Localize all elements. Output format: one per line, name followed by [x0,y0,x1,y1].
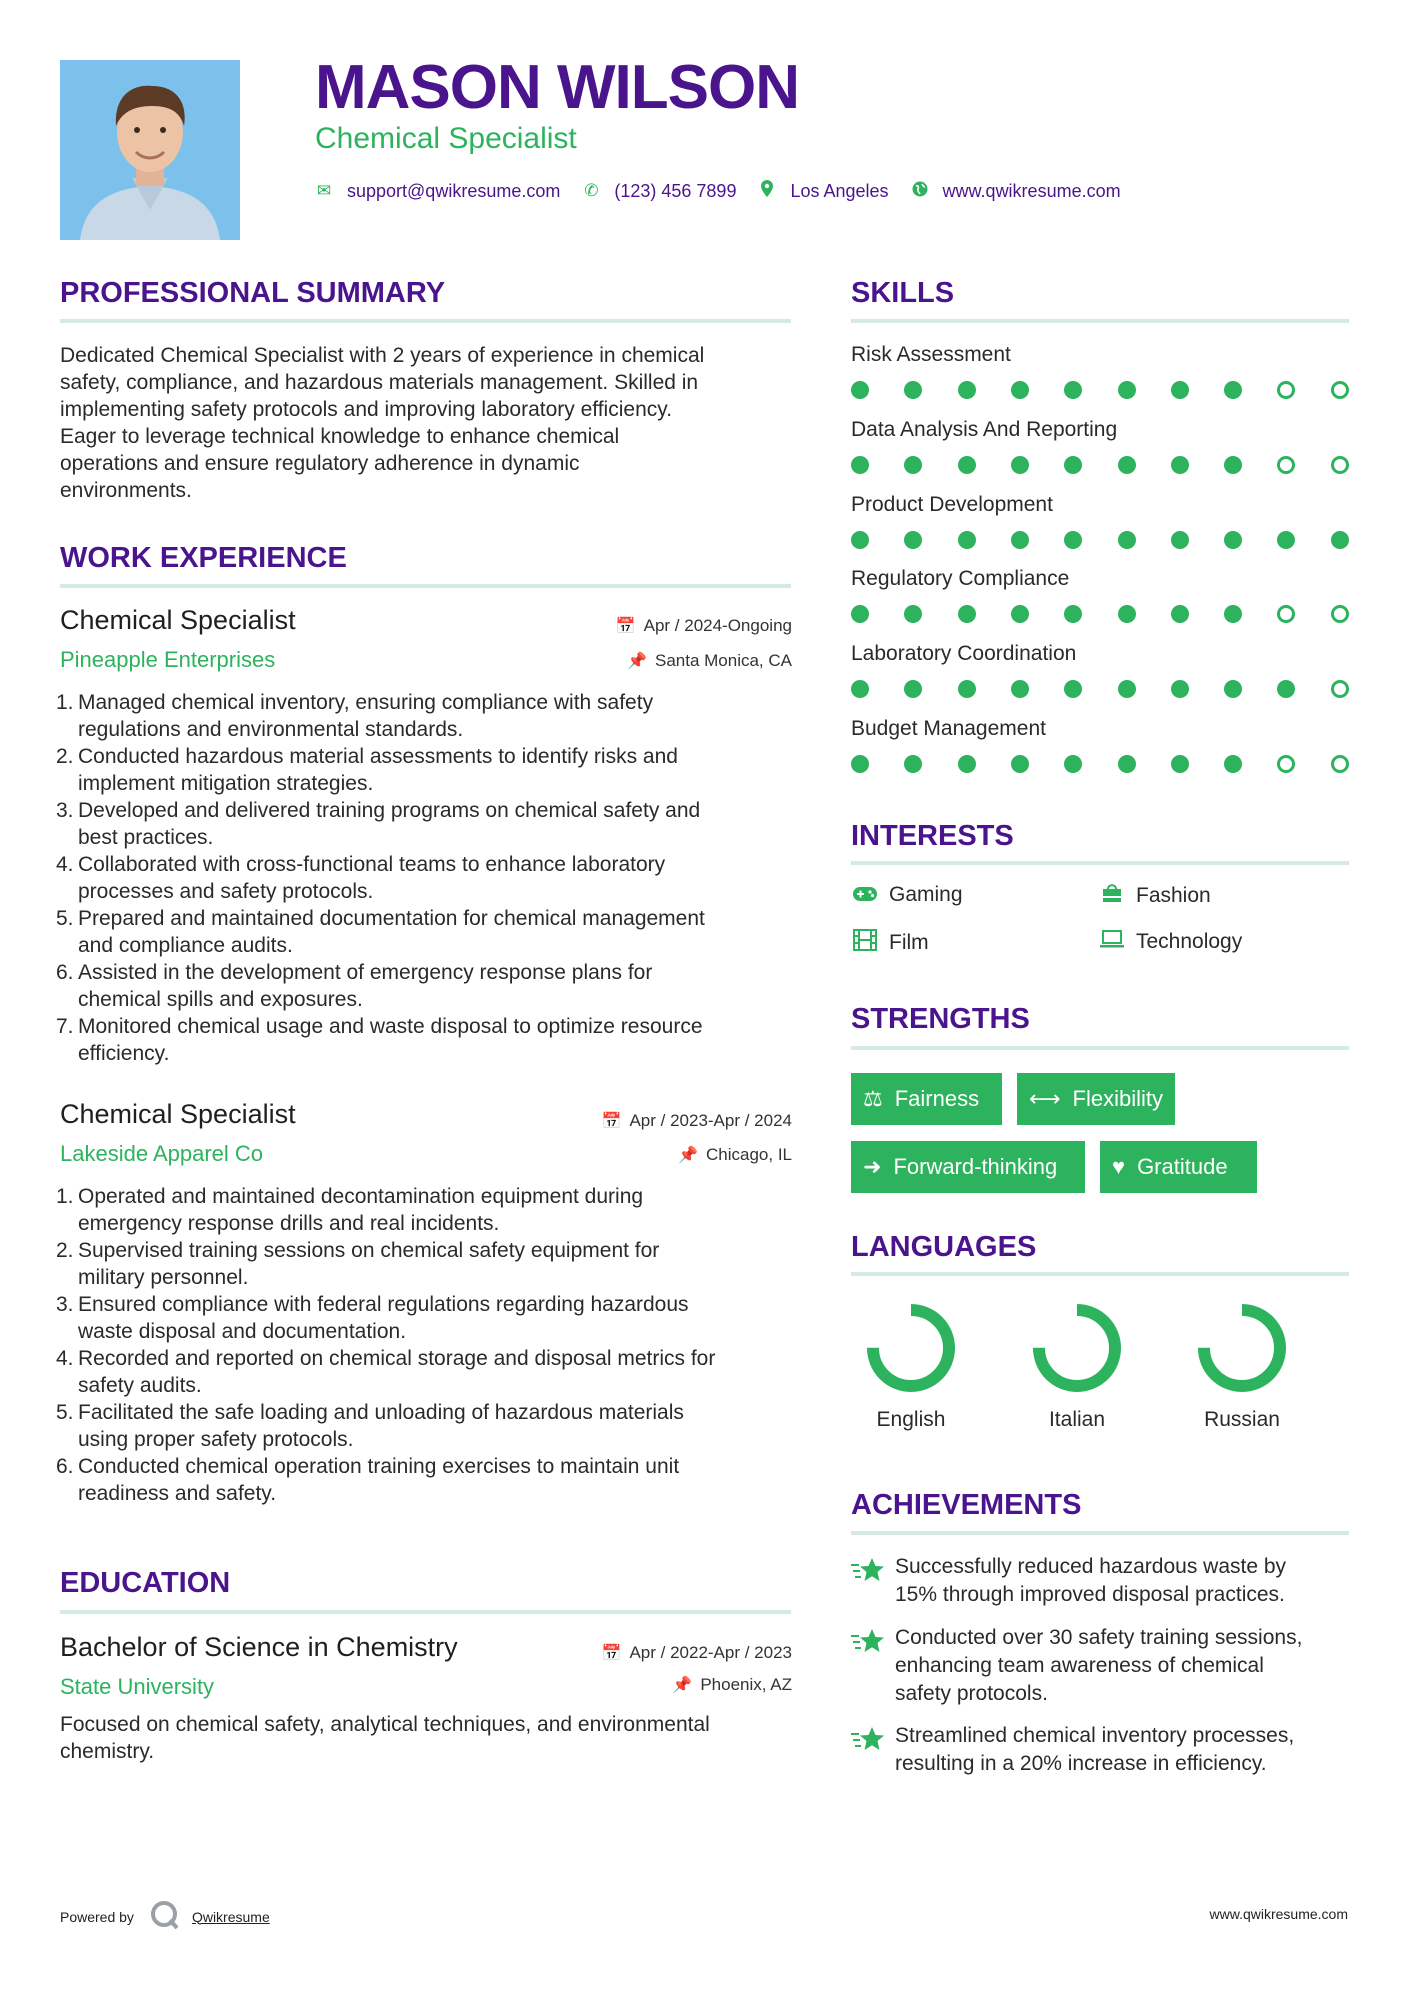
film-icon [851,929,879,957]
interests-heading: INTERESTS [851,820,1014,852]
contact-website[interactable] [911,181,1121,202]
skill-dot-empty [1331,755,1349,773]
skill-dot-filled [904,531,922,549]
summary-heading: PROFESSIONAL SUMMARY [60,277,446,309]
skill-dot-filled [1011,755,1029,773]
skill-dot-empty [1331,680,1349,698]
skill-dot-filled [851,531,869,549]
skill-dot-filled [851,755,869,773]
list-item: 5. Prepared and maintained documentation for chemical management and compliance audits. [56,907,705,957]
strength-label: Gratitude [1137,1154,1228,1179]
achievement-item [851,1624,1351,1708]
skill-name: Product Development [851,492,1053,516]
skill-dot-filled [1118,755,1136,773]
calendar-icon: 📅 [615,618,636,635]
education-heading: EDUCATION [60,1567,231,1599]
list-item: 6. Assisted in the development of emergency response plans for chemical spills and exposures. [56,961,653,1011]
achievement-text: Successfully reduced hazardous waste by [895,1555,1287,1578]
skill-rating [851,531,1349,551]
job-company: Pineapple Enterprises [60,647,276,672]
skill-dot-filled [1171,605,1189,623]
heart-icon: ♥ [1112,1154,1126,1179]
skill-dot-filled [958,456,976,474]
language-level-arc [873,1310,949,1386]
interest-label: Fashion [1136,884,1211,907]
star-icon [851,1624,895,1708]
job-location-text: Chicago, IL [706,1145,792,1164]
strength-badge [1017,1073,1175,1125]
summary-text [60,342,704,504]
skill-rating [851,381,1349,401]
skill-dot-filled [1224,755,1242,773]
skill-dot-filled [904,456,922,474]
skill-dot-filled [958,605,976,623]
education-location-text: Phoenix, AZ [700,1675,792,1694]
language-item [836,1302,986,1432]
list-item: 3. Ensured compliance with federal regulations regarding hazardous waste disposal and documentation. [56,1293,689,1343]
summary-line: Eager to leverage technical knowledge to enhance chemical [60,425,620,448]
skill-rating [851,456,1349,476]
skill-dot-filled [904,755,922,773]
gamepad-icon [851,882,879,908]
skill-dot-empty [1277,456,1295,474]
strengths-rule [851,1046,1349,1050]
achievement-item [851,1553,1351,1609]
star-icon [851,1722,895,1778]
list-item: 5. Facilitated the safe loading and unloading of hazardous materials using proper safety protocols. [56,1401,684,1451]
skill-dot-filled [851,605,869,623]
achievement-text: enhancing team awareness of chemical [895,1654,1264,1677]
language-name: Italian [1048,1408,1106,1431]
strength-label: Forward-thinking [893,1154,1058,1179]
contact-email[interactable] [315,181,560,202]
skill-dot-filled [1171,456,1189,474]
skill-dot-filled [1118,680,1136,698]
skill-dot-filled [958,531,976,549]
skill-dot-filled [1224,605,1242,623]
skill-dot-filled [1118,531,1136,549]
shopping-bag-icon [1098,882,1126,910]
contact-bar [315,178,1143,204]
skill-name: Budget Management [851,717,1046,740]
job-bullets [56,689,800,1067]
job-title: Chemical Specialist [60,1099,296,1129]
languages-heading: LANGUAGES [851,1231,1037,1263]
list-item: 1. Operated and maintained decontamination equipment during emergency response drills and real incidents. [56,1185,644,1235]
school-name: State University [60,1674,215,1699]
skill-dot-filled [1171,680,1189,698]
achievement-text: Streamlined chemical inventory processes, [895,1724,1295,1747]
skill-dot-filled [1224,680,1242,698]
arrows-horizontal-icon: ⟷ [1029,1086,1061,1111]
summary-rule [60,319,791,323]
language-item [1167,1302,1317,1432]
skill-dot-empty [1331,381,1349,399]
list-item: 6. Conducted chemical operation training exercises to maintain unit readiness and safety. [56,1455,680,1505]
interest-item [1098,929,1242,955]
language-item [1002,1302,1152,1432]
interest-label: Technology [1136,930,1243,953]
language-level-arc [1039,1310,1115,1386]
experience-rule [60,584,791,588]
job-location [627,651,792,671]
degree-title: Bachelor of Science in Chemistry [60,1632,458,1662]
education-rule [60,1610,791,1614]
job-title: Chemical Specialist [60,605,296,635]
skill-dot-filled [1224,531,1242,549]
skill-dot-filled [1171,531,1189,549]
list-item: 7. Monitored chemical usage and waste disposal to optimize resource efficiency. [56,1015,703,1065]
job-date [602,1111,792,1131]
candidate-name: MASON WILSON [315,53,799,122]
skill-dot-filled [1064,755,1082,773]
language-name: English [876,1408,946,1431]
languages-rule [851,1272,1349,1276]
skill-dot-empty [1277,381,1295,399]
pushpin-icon: 📌 [627,653,647,670]
qwikresume-logo-icon [150,1900,180,1933]
list-item: 2. Conducted hazardous material assessments to identify risks and implement mitigation strategies. [56,745,678,795]
strength-badge [851,1073,1002,1125]
skill-dot-filled [1277,680,1295,698]
interest-item [851,882,963,908]
footer-branding [60,1900,270,1933]
skill-dot-filled [1171,381,1189,399]
skill-dot-empty [1277,755,1295,773]
summary-line: Dedicated Chemical Specialist with 2 years of experience in chemical [60,344,705,367]
interest-item [1098,882,1211,910]
summary-line: implementing safety protocols and improving laboratory efficiency. [60,398,673,421]
skill-dot-filled [1064,381,1082,399]
skill-dot-filled [1011,605,1029,623]
website-text: www.qwikresume.com [942,180,1121,201]
skill-dot-filled [1331,531,1349,549]
contact-phone[interactable] [582,181,736,202]
globe-icon [911,181,929,202]
phone-text: (123) 456 7899 [614,180,737,201]
list-item: 1. Managed chemical inventory, ensuring compliance with safety regulations and environmental standards. [56,691,654,741]
skill-name: Data Analysis And Reporting [851,417,1118,441]
skill-dot-filled [1064,531,1082,549]
achievement-text: Conducted over 30 safety training sessions, [895,1626,1303,1649]
envelope-icon: ✉ [316,181,332,200]
skill-dot-filled [958,680,976,698]
email-text: support@qwikresume.com [347,180,561,201]
summary-line: environments. [60,479,192,502]
list-item: 4. Recorded and reported on chemical storage and disposal metrics for safety audits. [56,1347,716,1397]
achievement-text: 15% through improved disposal practices. [895,1583,1285,1606]
achievement-text: safety protocols. [895,1682,1048,1705]
balance-scale-icon: ⚖ [863,1086,883,1111]
summary-line: safety, compliance, and hazardous materials management. Skilled in [60,371,699,394]
skill-dot-filled [1171,755,1189,773]
star-icon [851,1553,895,1609]
skills-rule [851,319,1349,323]
strength-label: Fairness [894,1086,980,1111]
skill-dot-filled [1118,456,1136,474]
language-level-arc [1204,1310,1280,1386]
achievement-item [851,1722,1351,1778]
job-date-text: Apr / 2023-Apr / 2024 [629,1111,792,1130]
map-pin-icon [758,180,776,202]
job-location-text: Santa Monica, CA [654,651,792,670]
skill-dot-filled [904,680,922,698]
strengths-heading: STRENGTHS [851,1003,1030,1035]
job-date-text: Apr / 2024-Ongoing [643,616,792,635]
skill-dot-filled [1011,381,1029,399]
calendar-icon: 📅 [601,1645,622,1662]
skill-dot-filled [1011,680,1029,698]
skill-dot-filled [958,755,976,773]
strength-badge [1100,1141,1257,1193]
job-company: Lakeside Apparel Co [60,1141,264,1166]
skill-dot-empty [1277,605,1295,623]
contact-location [758,180,888,202]
pushpin-icon: 📌 [672,1677,693,1694]
language-name: Russian [1204,1408,1280,1431]
skill-dot-filled [1011,531,1029,549]
interest-label: Film [889,931,929,954]
achievement-text: resulting in a 20% increase in efficiency. [895,1752,1267,1775]
interests-rule [851,861,1349,865]
brand-link[interactable]: Qwikresume [191,1908,270,1925]
education-date [602,1643,792,1663]
language-level-ring [865,1302,957,1394]
skill-dot-empty [1331,456,1349,474]
powered-by-text: Powered by [60,1908,134,1925]
list-item: 4. Collaborated with cross-functional teams to enhance laboratory processes and safety protocols. [56,853,666,903]
skill-dot-filled [904,605,922,623]
skill-dot-filled [851,381,869,399]
arrow-right-icon: ➜ [863,1154,882,1179]
calendar-icon: 📅 [601,1113,622,1130]
candidate-title: Chemical Specialist [315,122,577,155]
skill-name: Laboratory Coordination [851,642,1077,666]
list-item: 2. Supervised training sessions on chemical safety equipment for military personnel. [56,1239,660,1289]
education-date-text: Apr / 2022-Apr / 2023 [629,1643,792,1662]
skill-dot-filled [1064,605,1082,623]
summary-line: operations and ensure regulatory adherence in dynamic [60,452,580,475]
skill-dot-filled [1224,381,1242,399]
skill-dot-filled [1118,381,1136,399]
experience-heading: WORK EXPERIENCE [60,542,347,574]
achievements-rule [851,1531,1349,1535]
interest-label: Gaming [889,883,963,906]
skill-rating [851,605,1349,625]
skills-heading: SKILLS [851,277,955,309]
location-text: Los Angeles [790,180,889,201]
education-location [672,1675,792,1695]
interest-item [851,929,929,957]
education-description: Focused on chemical safety, analytical techniques, and environmental chemistry. [60,1713,710,1763]
skill-rating [851,755,1349,775]
skill-name: Risk Assessment [851,343,1011,366]
skill-dot-filled [1277,531,1295,549]
skill-dot-filled [851,456,869,474]
skill-rating [851,680,1349,700]
skill-dot-filled [904,381,922,399]
job-bullets [56,1183,800,1507]
language-level-ring [1196,1302,1288,1394]
strength-label: Flexibility [1072,1086,1164,1111]
pushpin-icon: 📌 [678,1147,698,1164]
skill-dot-filled [1011,456,1029,474]
list-item: 3. Developed and delivered training programs on chemical safety and best practices. [56,799,701,849]
footer-website[interactable]: www.qwikresume.com [1209,1906,1348,1922]
skill-dot-filled [1064,680,1082,698]
skill-dot-filled [1064,456,1082,474]
skill-name: Regulatory Compliance [851,567,1070,591]
skill-dot-filled [1118,605,1136,623]
skill-dot-empty [1331,605,1349,623]
profile-photo [60,60,240,240]
laptop-icon [1098,929,1126,955]
skill-dot-filled [958,381,976,399]
language-level-ring [1031,1302,1123,1394]
strength-badge [851,1141,1085,1193]
skill-dot-filled [851,680,869,698]
phone-icon: ✆ [584,181,599,200]
skill-dot-filled [1224,456,1242,474]
job-date [616,616,792,636]
achievements-heading: ACHIEVEMENTS [851,1489,1082,1521]
job-location [678,1145,792,1165]
